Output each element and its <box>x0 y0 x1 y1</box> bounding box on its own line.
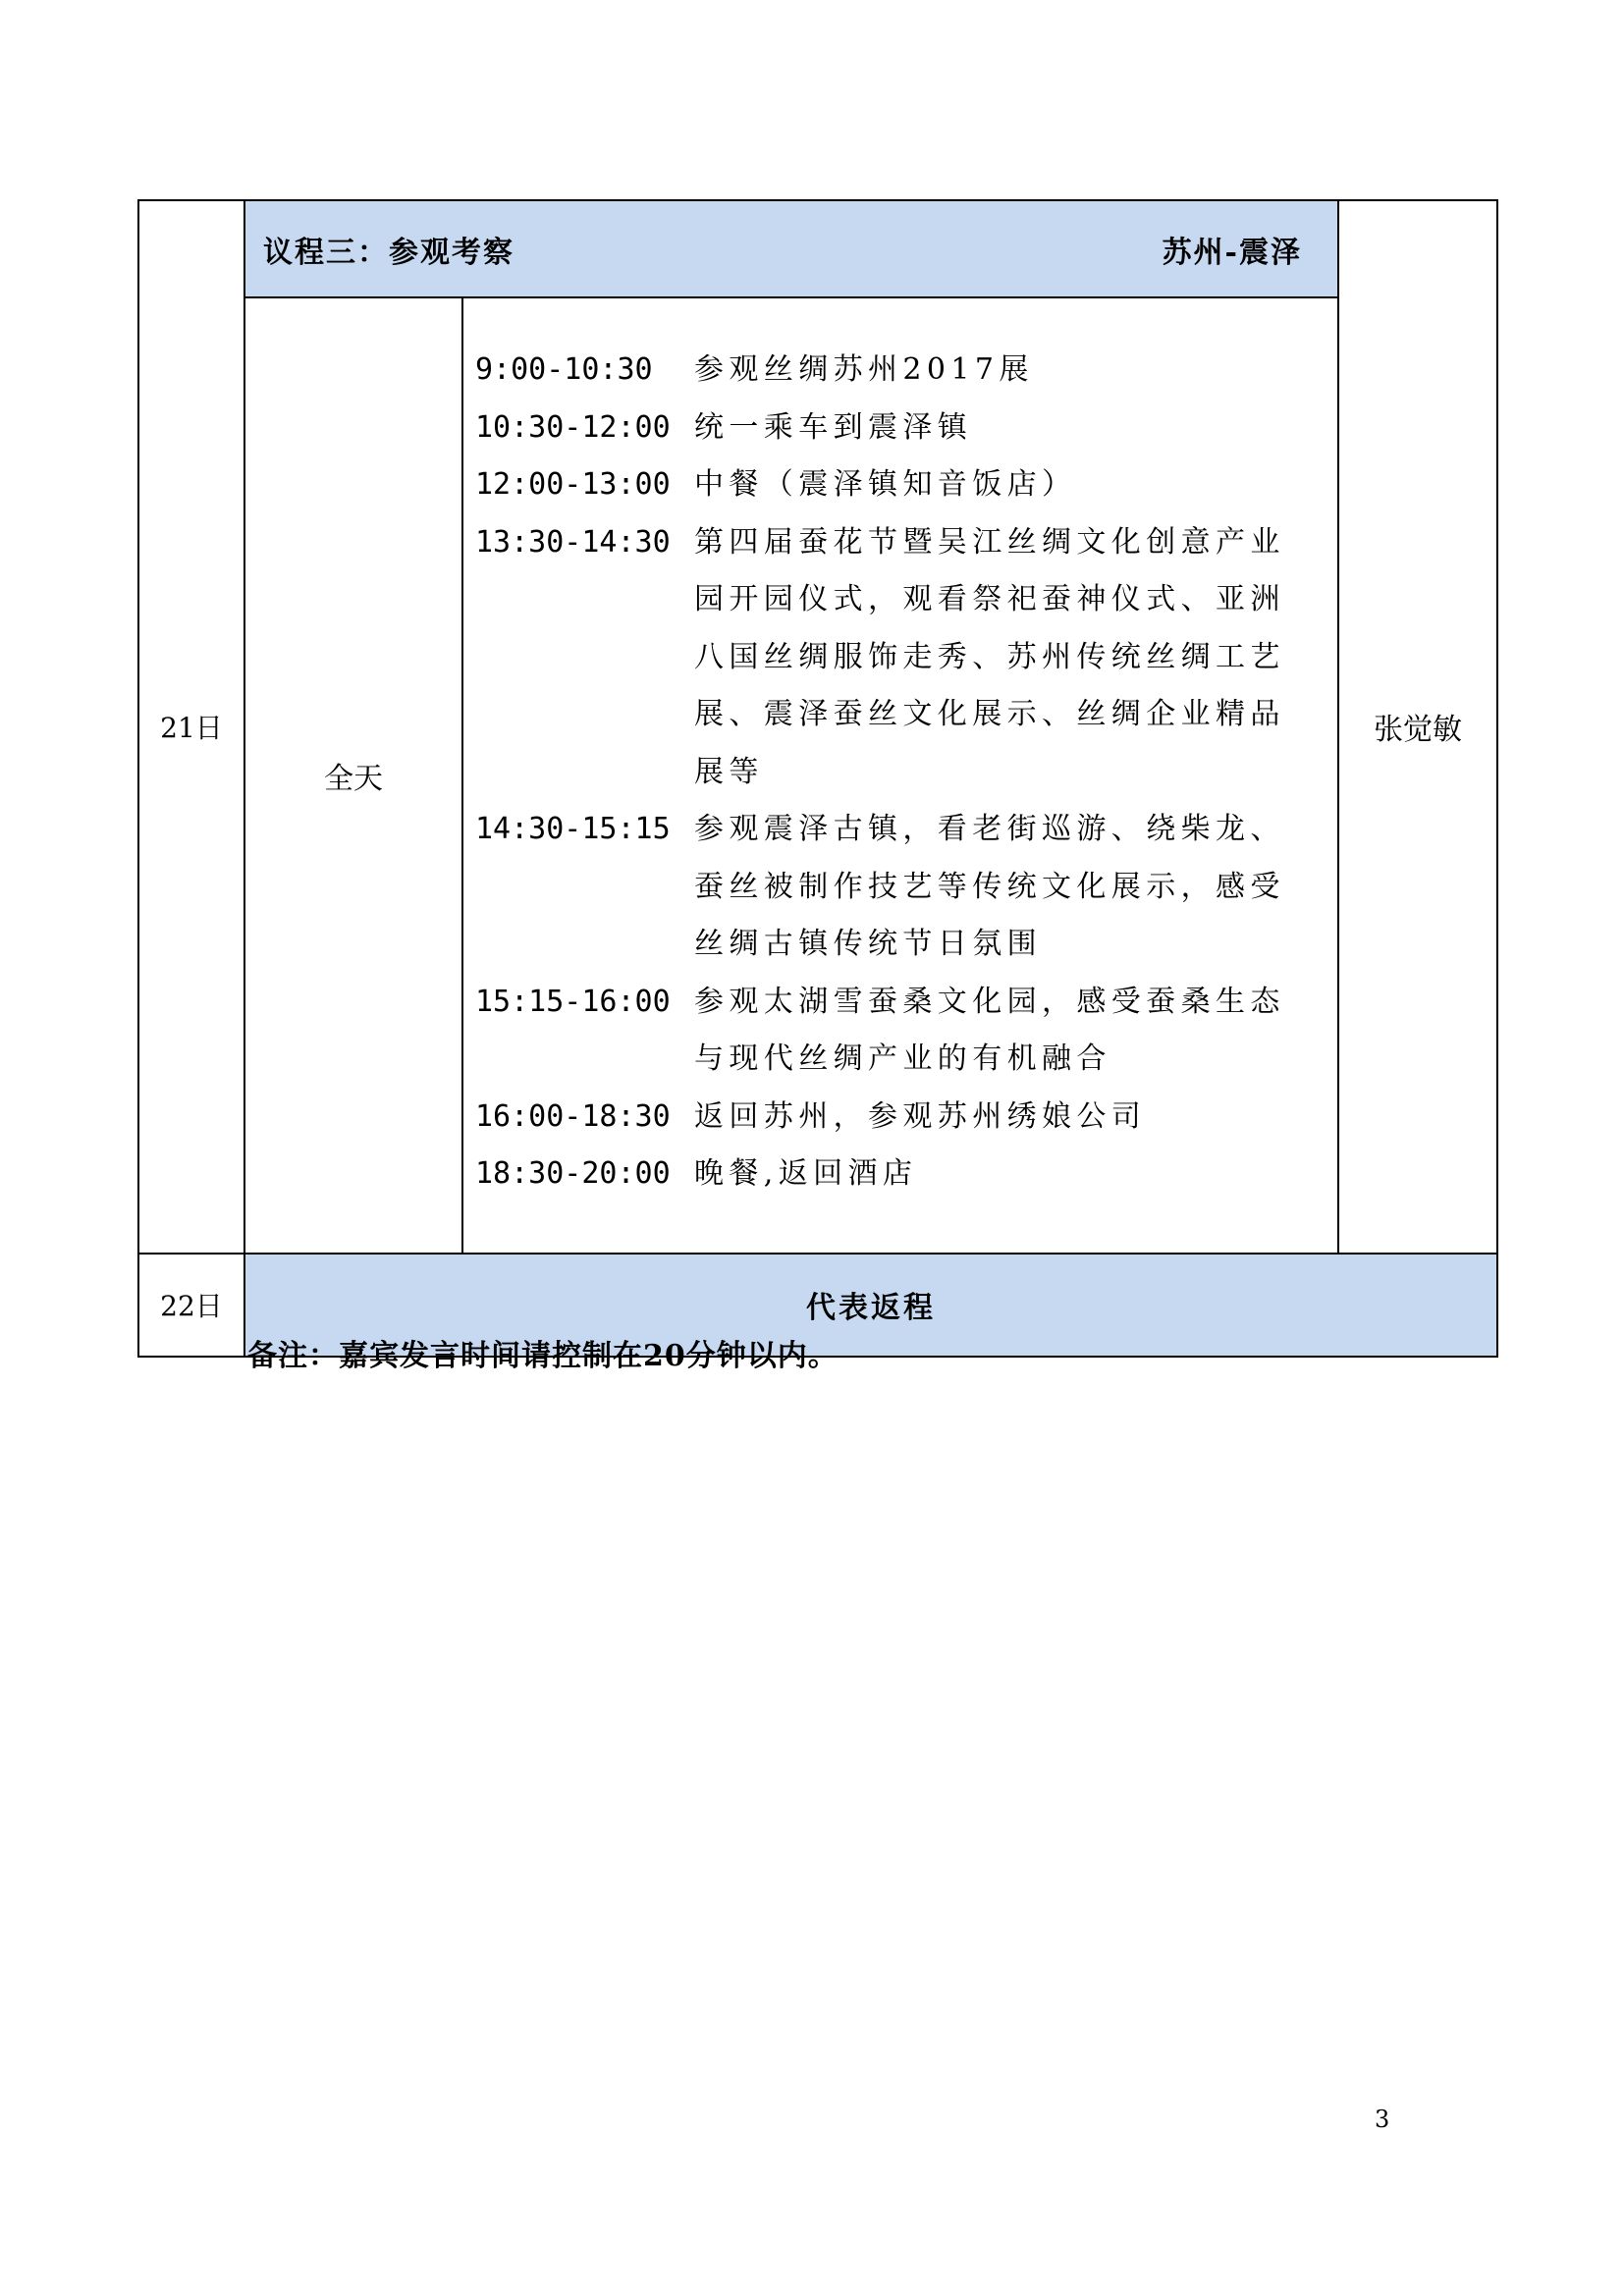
day-21-cell: 21日 <box>138 200 244 1254</box>
page-number: 3 <box>1375 2106 1390 2133</box>
schedule-time: 9:00-10:30 <box>475 352 653 387</box>
day-22-cell: 22日 <box>138 1254 244 1357</box>
return-cell: 代表返程 <box>244 1254 1497 1357</box>
schedule-description: 中餐（震泽镇知音饭店） <box>694 467 1077 502</box>
schedule-time: 16:00-18:30 <box>475 1098 671 1134</box>
schedule-description: 参观太湖雪蚕桑文化园，感受蚕桑生态与现代丝绸产业的有机融合 <box>694 984 1285 1076</box>
schedule-item <box>475 456 1318 514</box>
agenda-header-bar <box>244 200 1338 297</box>
schedule-list <box>463 298 1337 1253</box>
schedule-description: 统一乘车到震泽镇 <box>694 409 973 445</box>
schedule-time: 10:30-12:00 <box>475 409 671 445</box>
schedule-item <box>475 514 1318 802</box>
schedule-description: 参观丝绸苏州2017展 <box>694 352 1034 387</box>
schedule-description: 第四届蚕花节暨吴江丝绸文化创意产业园开园仪式，观看祭祀蚕神仪式、亚洲八国丝绸服饰走秀、苏州传统丝绸工艺展、震泽蚕丝文化展示、丝绸企业精品展等 <box>694 524 1285 789</box>
agenda-header-row <box>138 200 1497 297</box>
agenda-table <box>137 199 1498 1358</box>
agenda-title: 议程三：参观考察 <box>263 235 514 270</box>
schedule-time: 13:30-14:30 <box>475 524 671 560</box>
schedule-description: 晚餐,返回酒店 <box>694 1156 918 1191</box>
period-cell: 全天 <box>244 297 462 1254</box>
schedule-item <box>475 801 1318 974</box>
schedule-description: 参观震泽古镇，看老街巡游、绕柴龙、蚕丝被制作技艺等传统文化展示，感受丝绸古镇传统节日氛围 <box>694 812 1285 961</box>
schedule-cell <box>462 297 1338 1254</box>
agenda-location: 苏州-震泽 <box>1162 235 1303 270</box>
footnote: 备注：嘉宾发言时间请控制在20分钟以内。 <box>247 1339 839 1373</box>
schedule-time: 12:00-13:00 <box>475 467 671 502</box>
schedule-time: 15:15-16:00 <box>475 984 671 1019</box>
host-cell: 张觉敏 <box>1338 200 1497 1254</box>
schedule-time: 14:30-15:15 <box>475 812 671 846</box>
schedule-time: 18:30-20:00 <box>475 1156 671 1191</box>
schedule-item <box>475 342 1318 400</box>
schedule-item <box>475 974 1318 1089</box>
schedule-row <box>138 297 1497 1254</box>
schedule-item <box>475 400 1318 457</box>
schedule-item <box>475 1089 1318 1147</box>
schedule-item <box>475 1146 1318 1203</box>
schedule-description: 返回苏州，参观苏州绣娘公司 <box>694 1098 1147 1134</box>
